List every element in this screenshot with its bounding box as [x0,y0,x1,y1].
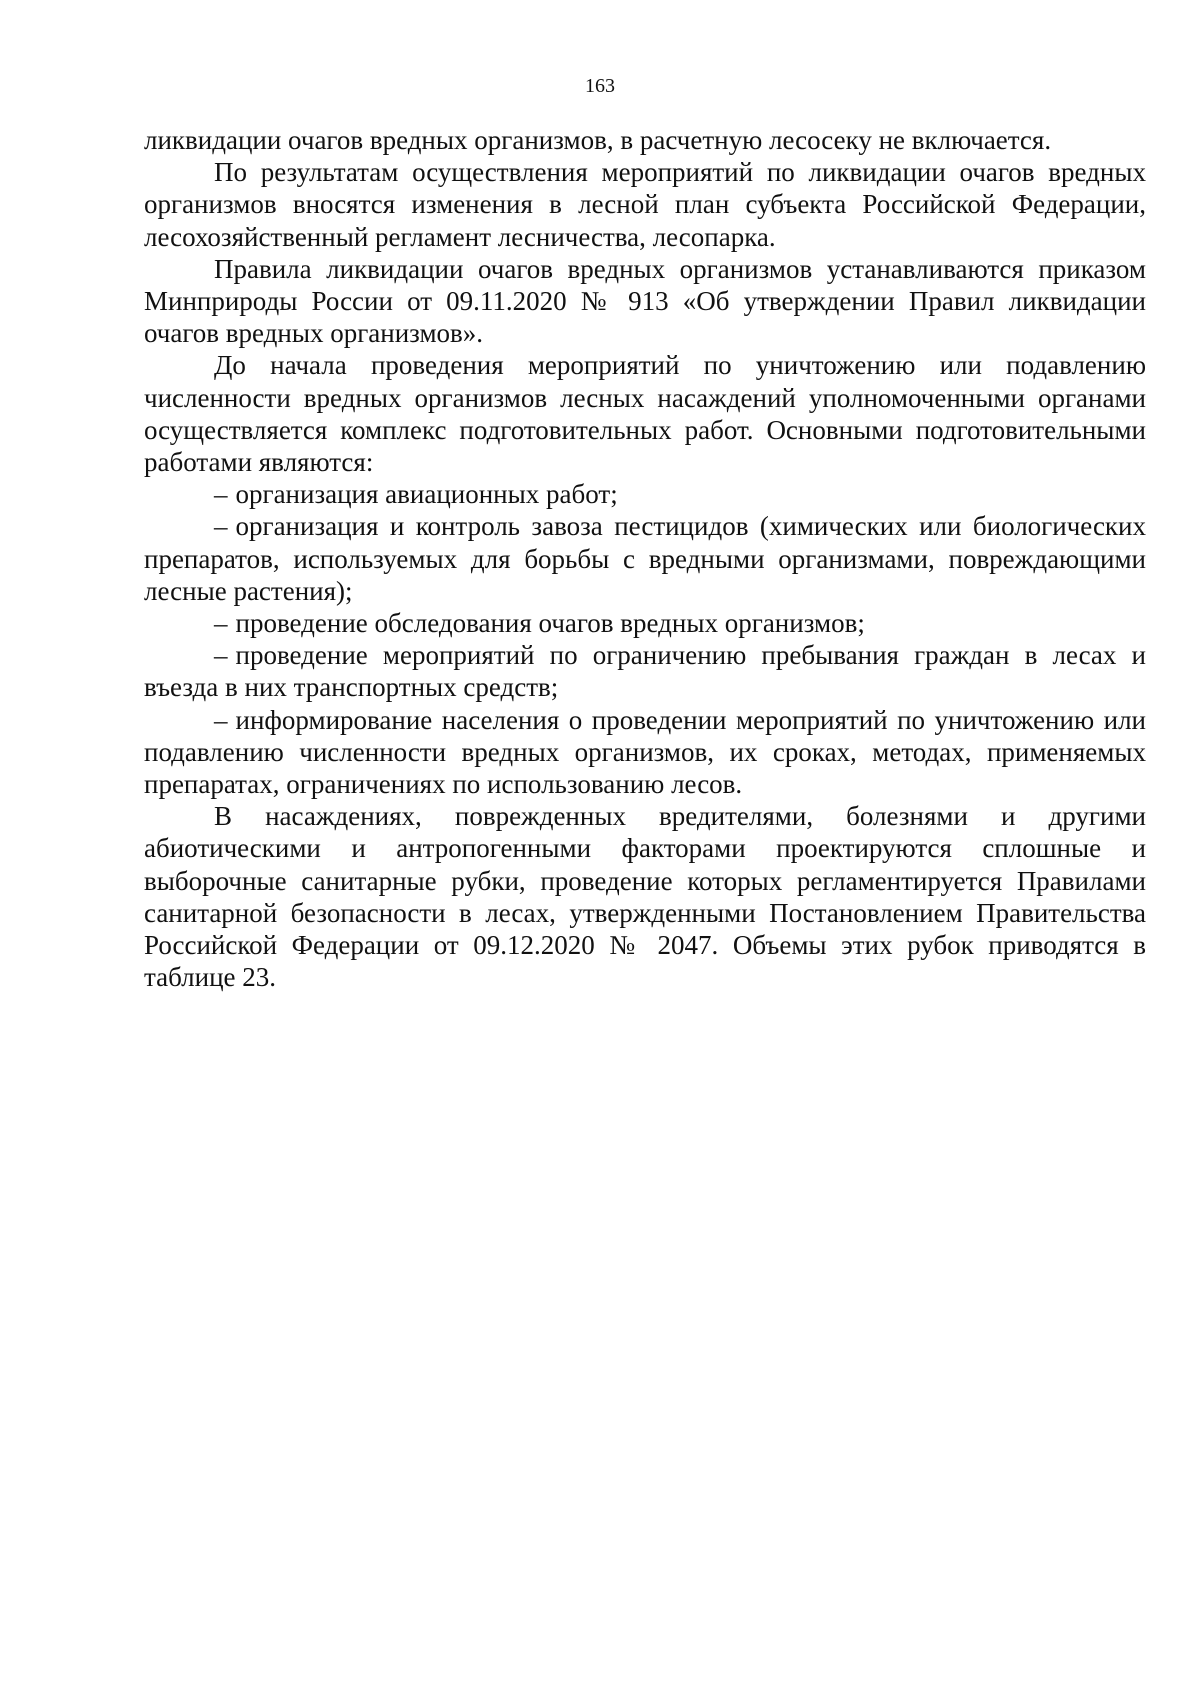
paragraph-continuation: ликвидации очагов вредных организмов, в расчетную лесосеку не включается. [144,125,1052,155]
list-item-text: проведение обследования очагов вредных организмов; [235,608,865,639]
paragraph-rules: Правила ликвидации очагов вредных организмов устанавливаются приказом Минприроды России от 09.11.2020 № 913 «Об утверждении Правил ликвидации очагов вредных организмов». [144,253,1146,349]
paragraph-preparatory-works: До начала проведения мероприятий по уничтожению или подавлению численности вредных организмов лесных насаждений уполномоченными органами осуществляется комплекс подготовительных работ. Основными подготовительными работами являются: [144,350,1146,478]
bullet-dash: – [214,511,228,542]
bullet-dash: – [214,704,228,735]
page-number: 163 [585,75,615,97]
list-item [144,510,1146,607]
bullet-dash: – [214,479,228,510]
list-item [144,607,1146,639]
list-item-text: организация авиационных работ; [235,479,618,510]
bullet-dash: – [214,640,228,671]
list-item-text: информирование населения о проведении мероприятий по уничтожению или подавлению численности вредных организмов, их сроках, методах, применяемых препаратах, ограничениях по использованию лесов. [144,704,1146,800]
paragraph-sanitary-cuttings: В насаждениях, поврежденных вредителями, болезнями и другими абиотическими и антропогенными факторами проектируются сплошные и выборочные санитарные рубки, проведение которых регламентируется Правилами санитарной безопасности в лесах, утвержденными Постановлением Правительства Российской Федерации от 09.12.2020 № 2047. Объемы этих рубок приводятся в таблице 23. [144,801,1146,993]
list-item-text: организация и контроль завоза пестицидов (химических или биологических препаратов, используемых для борьбы с вредными организмами, повреждающими лесные растения); [144,511,1146,606]
list-item [144,639,1146,703]
list-item [144,704,1146,801]
list-item [144,478,1146,510]
paragraph-results: По результатам осуществления мероприятий по ликвидации очагов вредных организмов вносятся изменения в лесной план субъекта Российской Федерации, лесохозяйственный регламент лесничества, лесопарка. [144,157,1146,252]
document-body [144,124,1146,993]
bullet-dash: – [214,608,228,639]
list-item-text: проведение мероприятий по ограничению пребывания граждан в лесах и въезда в них транспортных средств; [144,640,1146,703]
